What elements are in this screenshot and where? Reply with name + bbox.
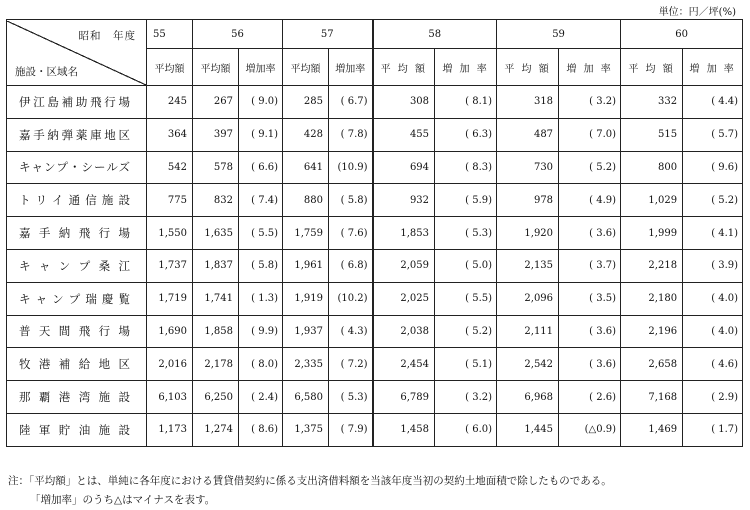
rate-59-cell: ( 3.6) xyxy=(559,315,621,348)
rate-58-cell: ( 6.3) xyxy=(435,118,497,151)
avg-58-cell: 6,789 xyxy=(373,381,435,414)
avg-58-cell: 455 xyxy=(373,118,435,151)
avg-57-cell: 2,335 xyxy=(283,348,329,381)
rate-56-cell: ( 9.9) xyxy=(239,315,283,348)
rate-59-cell: ( 3.6) xyxy=(559,348,621,381)
rate-60-cell: ( 3.9) xyxy=(683,249,743,282)
facility-name-cell: 伊江島補助飛行場 xyxy=(7,86,147,119)
header-era-label: 昭和 年度 xyxy=(78,29,136,42)
rate-58-cell: ( 5.2) xyxy=(435,315,497,348)
rate-58-cell: ( 5.5) xyxy=(435,282,497,315)
rate-57-cell: ( 6.7) xyxy=(329,86,373,119)
facility-name-cell: トリイ通信施設 xyxy=(7,184,147,217)
rate-57-cell: ( 7.6) xyxy=(329,217,373,250)
table-row xyxy=(7,315,743,348)
table-row xyxy=(7,86,743,119)
unit-label: 単位：円／坪(%) xyxy=(658,7,736,18)
avg-header-58: 平 均 額 xyxy=(373,49,435,86)
avg-56-cell: 578 xyxy=(193,151,239,184)
rate-56-cell: ( 7.4) xyxy=(239,184,283,217)
avg-60-cell: 515 xyxy=(621,118,683,151)
avg-57-cell: 1,919 xyxy=(283,282,329,315)
facility-name-cell: 嘉手納飛行場 xyxy=(7,217,147,250)
rate-58-cell: ( 6.0) xyxy=(435,413,497,446)
avg-56-cell: 1,274 xyxy=(193,413,239,446)
avg-58-cell: 2,059 xyxy=(373,249,435,282)
avg-59-cell: 2,135 xyxy=(497,249,559,282)
avg-59-cell: 6,968 xyxy=(497,381,559,414)
table-row xyxy=(7,348,743,381)
rate-58-cell: ( 5.0) xyxy=(435,249,497,282)
rate-57-cell: ( 7.9) xyxy=(329,413,373,446)
footnote-rate: 「増加率」のうち△はマイナスを表す。 xyxy=(30,494,216,506)
rate-59-cell: ( 3.5) xyxy=(559,282,621,315)
avg-56-cell: 1,837 xyxy=(193,249,239,282)
rate-60-cell: ( 4.0) xyxy=(683,315,743,348)
rate-57-cell: ( 4.3) xyxy=(329,315,373,348)
rate-56-cell: ( 1.3) xyxy=(239,282,283,315)
rate-58-cell: ( 3.2) xyxy=(435,381,497,414)
avg-57-cell: 880 xyxy=(283,184,329,217)
rate-59-cell: (△0.9) xyxy=(559,413,621,446)
avg-57-cell: 285 xyxy=(283,86,329,119)
header-facility-label: 施設・区域名 xyxy=(15,65,78,78)
table-body xyxy=(7,86,743,447)
rate-header-56: 増加率 xyxy=(239,49,283,86)
avg-58-cell: 308 xyxy=(373,86,435,119)
avg-55-cell: 542 xyxy=(147,151,193,184)
rate-58-cell: ( 5.1) xyxy=(435,348,497,381)
facility-name-cell: キャンプ桑江 xyxy=(7,249,147,282)
facility-name-cell: 那覇港湾施設 xyxy=(7,381,147,414)
rate-60-cell: ( 4.0) xyxy=(683,282,743,315)
facility-name-cell: キャンプ瑞慶覧 xyxy=(7,282,147,315)
avg-55-cell: 2,016 xyxy=(147,348,193,381)
avg-59-cell: 2,111 xyxy=(497,315,559,348)
table-row xyxy=(7,184,743,217)
avg-60-cell: 2,196 xyxy=(621,315,683,348)
rate-58-cell: ( 8.1) xyxy=(435,86,497,119)
table-row xyxy=(7,381,743,414)
table-row xyxy=(7,151,743,184)
rate-59-cell: ( 7.0) xyxy=(559,118,621,151)
avg-55-cell: 1,550 xyxy=(147,217,193,250)
year-header-60: 60 xyxy=(621,20,743,49)
avg-60-cell: 2,658 xyxy=(621,348,683,381)
avg-59-cell: 1,445 xyxy=(497,413,559,446)
avg-57-cell: 1,937 xyxy=(283,315,329,348)
avg-60-cell: 332 xyxy=(621,86,683,119)
rate-59-cell: ( 3.7) xyxy=(559,249,621,282)
rate-57-cell: ( 5.8) xyxy=(329,184,373,217)
avg-header-60: 平 均 額 xyxy=(621,49,683,86)
rate-59-cell: ( 2.6) xyxy=(559,381,621,414)
rate-56-cell: ( 5.8) xyxy=(239,249,283,282)
header-corner-cell xyxy=(7,20,147,86)
avg-59-cell: 318 xyxy=(497,86,559,119)
table-row xyxy=(7,118,743,151)
rate-60-cell: ( 1.7) xyxy=(683,413,743,446)
avg-header-57: 平均額 xyxy=(283,49,329,86)
avg-60-cell: 1,029 xyxy=(621,184,683,217)
rate-58-cell: ( 5.3) xyxy=(435,217,497,250)
table-row xyxy=(7,413,743,446)
avg-59-cell: 2,096 xyxy=(497,282,559,315)
rate-60-cell: ( 4.4) xyxy=(683,86,743,119)
avg-56-cell: 1,858 xyxy=(193,315,239,348)
facility-name-cell: 陸軍貯油施設 xyxy=(7,413,147,446)
rate-57-cell: ( 5.3) xyxy=(329,381,373,414)
avg-header-55: 平均額 xyxy=(147,49,193,86)
avg-60-cell: 1,999 xyxy=(621,217,683,250)
year-header-58: 58 xyxy=(373,20,497,49)
rate-60-cell: ( 4.1) xyxy=(683,217,743,250)
avg-60-cell: 7,168 xyxy=(621,381,683,414)
avg-55-cell: 1,737 xyxy=(147,249,193,282)
footnote-average: 注：「平均額」とは、単純に各年度における賃貸借契約に係る支出済借料額を当該年度当初の契約土地面積で除したものである。 xyxy=(8,475,612,487)
avg-58-cell: 2,038 xyxy=(373,315,435,348)
avg-56-cell: 6,250 xyxy=(193,381,239,414)
year-header-59: 59 xyxy=(497,20,621,49)
rate-60-cell: ( 9.6) xyxy=(683,151,743,184)
rate-56-cell: ( 2.4) xyxy=(239,381,283,414)
rate-60-cell: ( 5.2) xyxy=(683,184,743,217)
avg-56-cell: 832 xyxy=(193,184,239,217)
avg-59-cell: 2,542 xyxy=(497,348,559,381)
avg-57-cell: 1,759 xyxy=(283,217,329,250)
rate-header-57: 増加率 xyxy=(329,49,373,86)
rate-60-cell: ( 2.9) xyxy=(683,381,743,414)
rate-59-cell: ( 3.2) xyxy=(559,86,621,119)
rate-60-cell: ( 5.7) xyxy=(683,118,743,151)
avg-60-cell: 2,180 xyxy=(621,282,683,315)
rate-56-cell: ( 9.0) xyxy=(239,86,283,119)
table-row xyxy=(7,249,743,282)
rate-59-cell: ( 5.2) xyxy=(559,151,621,184)
facility-name-cell: 牧港補給地区 xyxy=(7,348,147,381)
avg-55-cell: 364 xyxy=(147,118,193,151)
rate-header-60: 増 加 率 xyxy=(683,49,743,86)
avg-57-cell: 1,961 xyxy=(283,249,329,282)
rate-56-cell: ( 9.1) xyxy=(239,118,283,151)
year-header-57: 57 xyxy=(283,20,373,49)
avg-60-cell: 1,469 xyxy=(621,413,683,446)
rate-59-cell: ( 3.6) xyxy=(559,217,621,250)
avg-57-cell: 6,580 xyxy=(283,381,329,414)
avg-60-cell: 2,218 xyxy=(621,249,683,282)
rate-59-cell: ( 4.9) xyxy=(559,184,621,217)
year-header-55: 55 xyxy=(147,20,193,49)
rate-58-cell: ( 5.9) xyxy=(435,184,497,217)
avg-55-cell: 1,719 xyxy=(147,282,193,315)
rate-57-cell: ( 6.8) xyxy=(329,249,373,282)
rate-60-cell: ( 4.6) xyxy=(683,348,743,381)
rate-56-cell: ( 8.6) xyxy=(239,413,283,446)
avg-59-cell: 978 xyxy=(497,184,559,217)
avg-59-cell: 1,920 xyxy=(497,217,559,250)
rate-57-cell: (10.9) xyxy=(329,151,373,184)
avg-56-cell: 1,635 xyxy=(193,217,239,250)
rate-57-cell: (10.2) xyxy=(329,282,373,315)
year-header-56: 56 xyxy=(193,20,283,49)
table-row xyxy=(7,217,743,250)
facility-name-cell: 普天間飛行場 xyxy=(7,315,147,348)
facility-name-cell: 嘉手納弾薬庫地区 xyxy=(7,118,147,151)
avg-56-cell: 397 xyxy=(193,118,239,151)
avg-57-cell: 428 xyxy=(283,118,329,151)
avg-59-cell: 730 xyxy=(497,151,559,184)
avg-58-cell: 694 xyxy=(373,151,435,184)
rate-57-cell: ( 7.8) xyxy=(329,118,373,151)
rate-56-cell: ( 5.5) xyxy=(239,217,283,250)
avg-55-cell: 1,690 xyxy=(147,315,193,348)
avg-58-cell: 2,025 xyxy=(373,282,435,315)
avg-55-cell: 6,103 xyxy=(147,381,193,414)
avg-58-cell: 1,853 xyxy=(373,217,435,250)
facility-name-cell: キャンプ・シールズ xyxy=(7,151,147,184)
rate-header-59: 増 加 率 xyxy=(559,49,621,86)
avg-55-cell: 1,173 xyxy=(147,413,193,446)
avg-55-cell: 775 xyxy=(147,184,193,217)
avg-57-cell: 1,375 xyxy=(283,413,329,446)
table-row xyxy=(7,282,743,315)
avg-57-cell: 641 xyxy=(283,151,329,184)
avg-header-59: 平 均 額 xyxy=(497,49,559,86)
rent-table xyxy=(6,19,743,447)
avg-58-cell: 932 xyxy=(373,184,435,217)
rate-58-cell: ( 8.3) xyxy=(435,151,497,184)
rate-header-58: 増 加 率 xyxy=(435,49,497,86)
avg-56-cell: 1,741 xyxy=(193,282,239,315)
rate-56-cell: ( 8.0) xyxy=(239,348,283,381)
rate-56-cell: ( 6.6) xyxy=(239,151,283,184)
avg-55-cell: 245 xyxy=(147,86,193,119)
avg-58-cell: 1,458 xyxy=(373,413,435,446)
avg-58-cell: 2,454 xyxy=(373,348,435,381)
avg-56-cell: 267 xyxy=(193,86,239,119)
avg-header-56: 平均額 xyxy=(193,49,239,86)
avg-59-cell: 487 xyxy=(497,118,559,151)
avg-60-cell: 800 xyxy=(621,151,683,184)
rate-57-cell: ( 7.2) xyxy=(329,348,373,381)
avg-56-cell: 2,178 xyxy=(193,348,239,381)
